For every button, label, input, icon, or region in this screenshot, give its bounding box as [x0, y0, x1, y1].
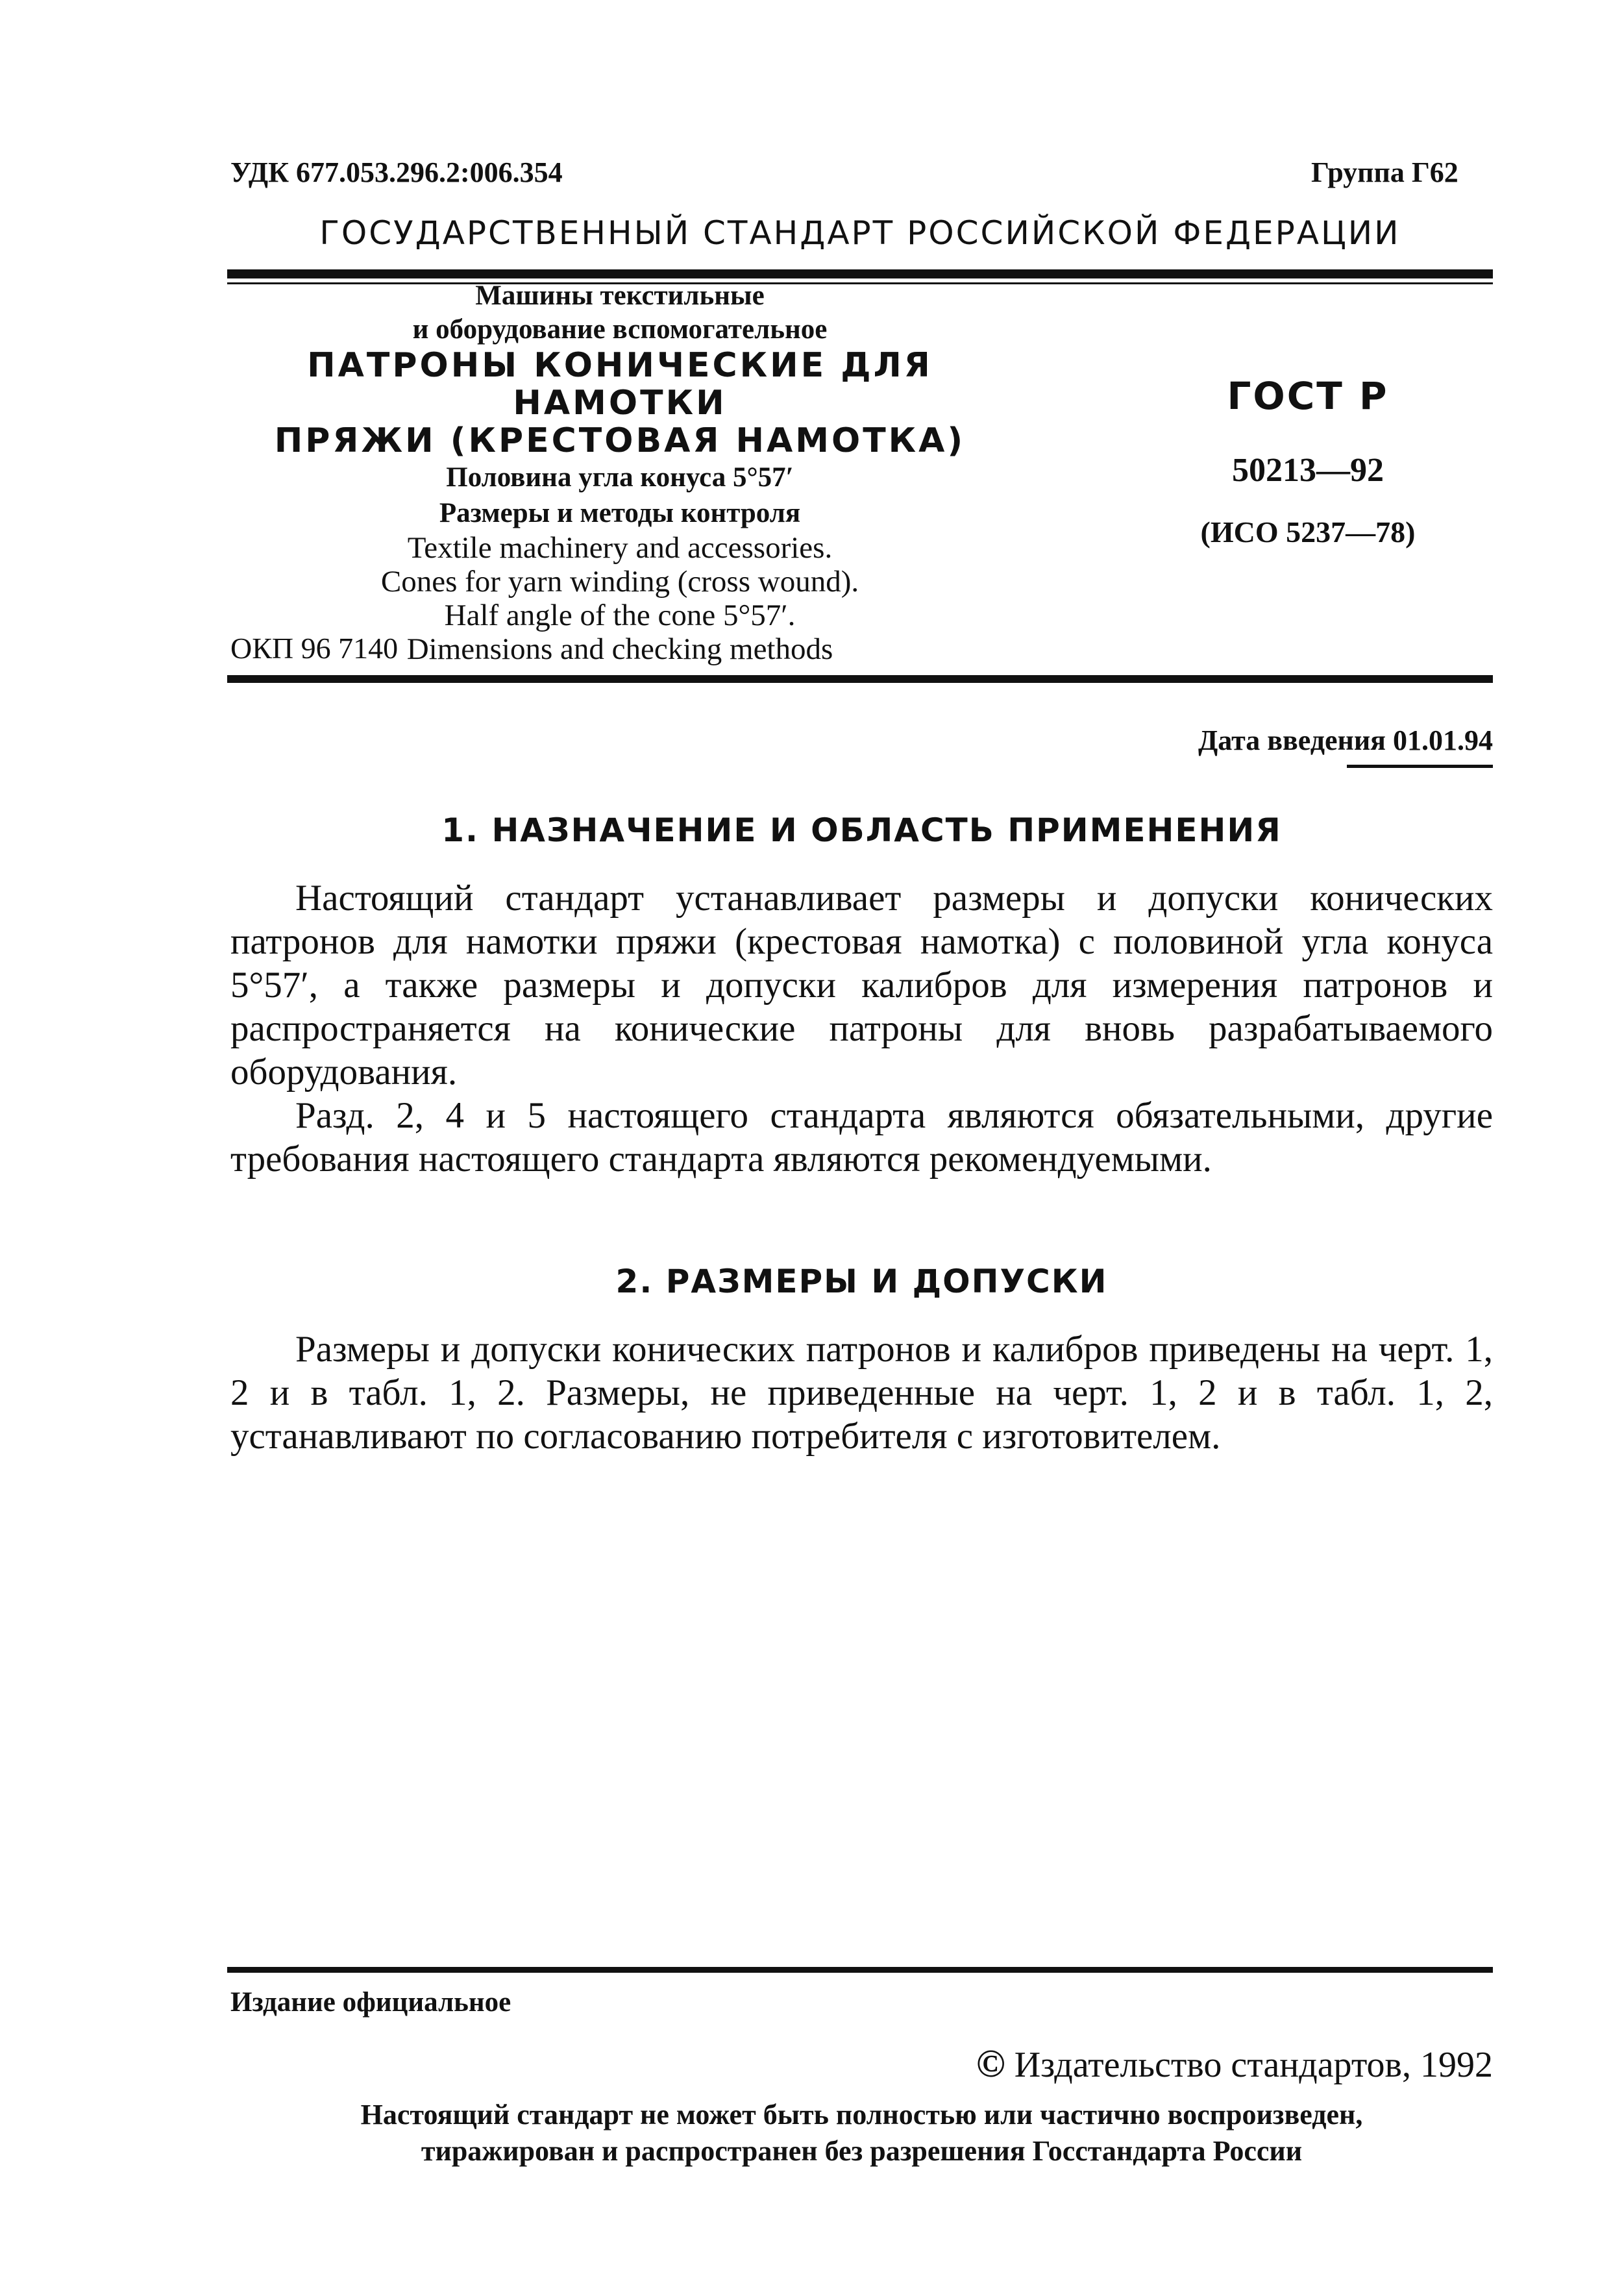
top-rule — [227, 269, 1493, 278]
designation-block — [1149, 370, 1467, 552]
notice-line-1: Настоящий стандарт не может быть полностью или частично воспроизведен, — [360, 2099, 1363, 2131]
section-1-paragraph-1: Настоящий стандарт устанавливает размеры и допуски конических патронов для намотки пряжи (крестовая намотка) с половиной угла конуса 5°57′, а также размеры и допуски калибров для измерения патронов и распространяется на конические патроны для вновь разрабатываемого оборудования. — [230, 878, 1493, 1093]
reproduction-notice — [230, 2097, 1493, 2169]
gost-label: ГОСТ Р — [1227, 374, 1389, 418]
group-code: Группа Г62 — [1311, 156, 1458, 188]
english-title-line-2: Cones for yarn winding (cross wound). — [380, 565, 859, 599]
half-angle-subtitle: Половина угла конуса 5°57′ — [446, 462, 794, 493]
udc-code: УДК 677.053.296.2:006.354 — [230, 156, 563, 188]
subject-line-2: и оборудование вспомогательное — [412, 314, 828, 345]
main-title-line-1: ПАТРОНЫ КОНИЧЕСКИЕ ДЛЯ НАМОТКИ — [307, 346, 933, 423]
notice-line-2: тиражирован и распространен без разрешения Госстандарта России — [421, 2135, 1303, 2167]
copyright-line — [844, 2042, 1493, 2086]
okp-code: ОКП 96 7140 — [230, 632, 399, 665]
dimensions-subtitle: Размеры и методы контроля — [439, 498, 801, 528]
iso-reference: (ИСО 5237—78) — [1200, 515, 1416, 549]
official-edition-label: Издание официальное — [230, 1987, 511, 2018]
main-title-line-2: ПРЯЖИ (КРЕСТОВАЯ НАМОТКА) — [274, 421, 966, 460]
date-underline — [1347, 765, 1493, 768]
copyright-text: Издательство стандартов, 1992 — [1014, 2045, 1493, 2085]
section-1-paragraph-2: Разд. 2, 4 и 5 настоящего стандарта являются обязательными, другие требования настоящего стандарта являются рекомендуемыми. — [230, 1095, 1493, 1180]
subject-line-1: Машины текстильные — [475, 280, 765, 311]
header-bottom-rule — [227, 675, 1493, 683]
footer-rule — [227, 1967, 1493, 1973]
section-1-title: 1. НАЗНАЧЕНИЕ И ОБЛАСТЬ ПРИМЕНЕНИЯ — [441, 811, 1282, 849]
section-2-title: 2. РАЗМЕРЫ И ДОПУСКИ — [615, 1263, 1108, 1300]
introduction-date: Дата введения 01.01.94 — [1198, 724, 1493, 756]
gost-number: 50213—92 — [1232, 452, 1384, 489]
section-2-paragraph-1: Размеры и допуски конических патронов и калибров приведены на черт. 1, 2 и в табл. 1, 2. Размеры, не приведенные на черт. 1, 2 и в табл. 1, 2, устанавливают по согласованию потребителя с изготовителем. — [230, 1329, 1493, 1457]
english-title-line-4: Dimensions and checking methods — [406, 632, 833, 666]
state-standard-heading: ГОСУДАРСТВЕННЫЙ СТАНДАРТ РОССИЙСКОЙ ФЕДЕРАЦИИ — [319, 214, 1401, 252]
english-title-line-3: Half angle of the cone 5°57′. — [444, 599, 796, 632]
english-title-line-1: Textile machinery and accessories. — [407, 531, 833, 565]
copyright-icon: © — [976, 2042, 1005, 2085]
title-block — [227, 279, 1013, 666]
